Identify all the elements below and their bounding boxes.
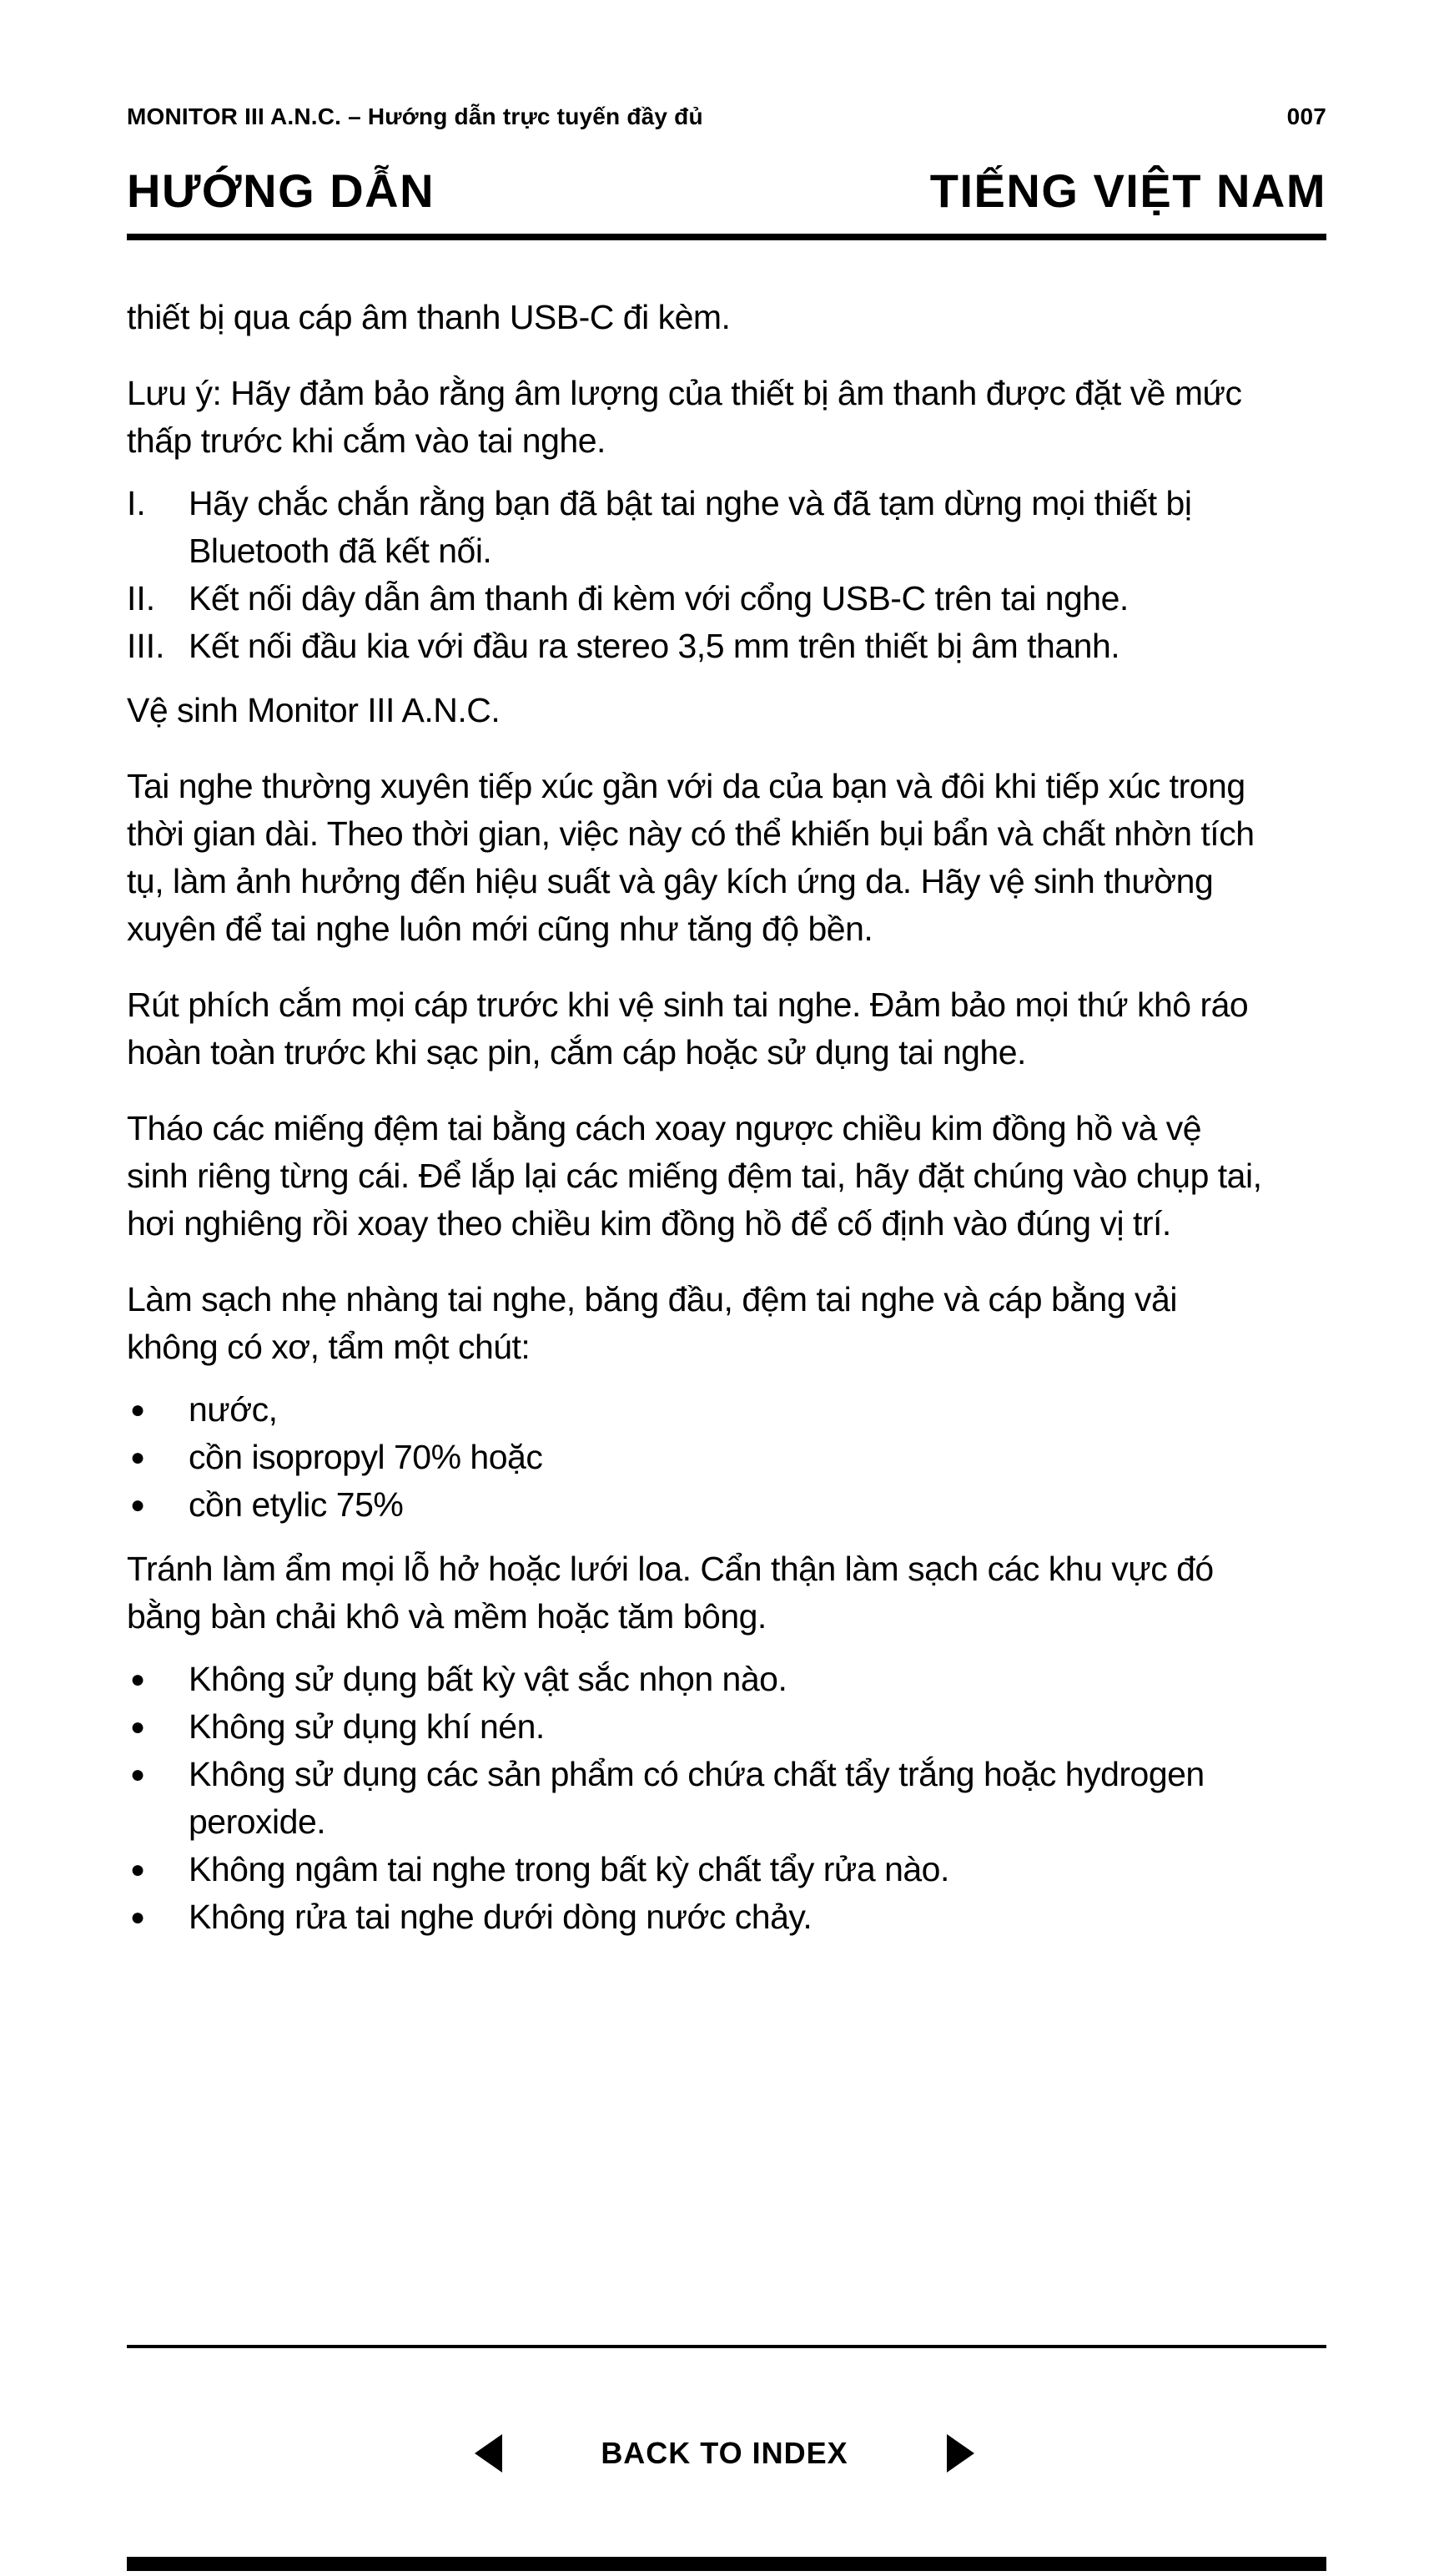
list-item — [127, 480, 1326, 575]
list-item — [127, 575, 1326, 623]
text-line: Kết nối dây dẫn âm thanh đi kèm với cổng USB-C trên tai nghe. — [189, 579, 1129, 618]
text-line: không có xơ, tẩm một chút: — [127, 1328, 531, 1366]
paragraph — [127, 687, 1326, 734]
list-item — [127, 1893, 1326, 1941]
body-content — [127, 294, 1326, 1958]
text-line: Tai nghe thường xuyên tiếp xúc gần với da của bạn và đôi khi tiếp xúc trong — [127, 767, 1245, 805]
bullet-marker-icon: ● — [130, 1856, 146, 1883]
text-line: cồn etylic 75% — [189, 1485, 404, 1524]
text-line: tụ, làm ảnh hưởng đến hiệu suất và gây kích ứng da. Hãy vệ sinh thường — [127, 862, 1214, 900]
text-line: Kết nối đầu kia với đầu ra stereo 3,5 mm trên thiết bị âm thanh. — [189, 627, 1120, 665]
paragraph — [127, 370, 1326, 465]
page-title: HƯỚNG DẪN — [127, 164, 435, 217]
bullet-marker-icon: ● — [130, 1761, 146, 1788]
text-line: cồn isopropyl 70% hoặc — [189, 1438, 543, 1476]
footer-nav — [0, 2433, 1449, 2473]
bullet-marker-icon: ● — [130, 1491, 146, 1519]
list-item — [127, 1481, 1326, 1529]
paragraph — [127, 763, 1326, 953]
list-item-text — [189, 1893, 1326, 1941]
roman-numeral-marker: I. — [127, 484, 146, 522]
text-line: Không ngâm tai nghe trong bất kỳ chất tẩy rửa nào. — [189, 1850, 949, 1888]
list-item-text — [189, 1434, 1326, 1481]
numbered-list — [127, 480, 1326, 670]
previous-page-arrow-icon[interactable] — [475, 2434, 502, 2473]
page-header — [127, 102, 1326, 132]
footer-divider-rule — [127, 2345, 1326, 2348]
back-to-index-link[interactable]: BACK TO INDEX — [601, 2436, 848, 2470]
text-line: Tránh làm ẩm mọi lỗ hở hoặc lưới loa. Cẩn thận làm sạch các khu vực đó — [127, 1550, 1214, 1588]
next-page-arrow-icon[interactable] — [947, 2434, 974, 2473]
list-item — [127, 1703, 1326, 1751]
list-item — [127, 1751, 1326, 1846]
text-line: bằng bàn chải khô và mềm hoặc tăm bông. — [127, 1597, 767, 1636]
bullet-marker-icon: ● — [130, 1713, 146, 1741]
header-breadcrumb: MONITOR III A.N.C. – Hướng dẫn trực tuyến đầy đủ — [127, 103, 703, 129]
paragraph — [127, 981, 1326, 1076]
text-line: Vệ sinh Monitor III A.N.C. — [127, 691, 501, 729]
list-item-text — [189, 1386, 1326, 1434]
paragraph — [127, 1545, 1326, 1641]
list-item-text — [189, 1656, 1326, 1703]
list-item — [127, 1386, 1326, 1434]
list-item-text — [189, 575, 1326, 623]
list-item-text — [189, 1481, 1326, 1529]
text-line: Không sử dụng bất kỳ vật sắc nhọn nào. — [189, 1660, 787, 1698]
text-line: sinh riêng từng cái. Để lắp lại các miếng đệm tai, hãy đặt chúng vào chụp tai, — [127, 1157, 1262, 1195]
bullet-list — [127, 1386, 1326, 1529]
text-line: Tháo các miếng đệm tai bằng cách xoay ngược chiều kim đồng hồ và vệ — [127, 1109, 1202, 1147]
paragraph — [127, 1276, 1326, 1371]
text-line: Không sử dụng khí nén. — [189, 1707, 545, 1746]
text-line: Rút phích cắm mọi cáp trước khi vệ sinh tai nghe. Đảm bảo mọi thứ khô ráo — [127, 986, 1249, 1024]
list-item-text — [189, 623, 1326, 670]
text-line: peroxide. — [189, 1802, 326, 1841]
text-line: hơi nghiêng rồi xoay theo chiều kim đồng hồ để cố định vào đúng vị trí. — [127, 1204, 1171, 1243]
roman-numeral-marker: II. — [127, 579, 156, 618]
paragraph — [127, 1105, 1326, 1248]
bullet-marker-icon: ● — [130, 1396, 146, 1424]
page-number: 007 — [1286, 103, 1326, 129]
text-line: Hãy chắc chắn rằng bạn đã bật tai nghe và đã tạm dừng mọi thiết bị — [189, 484, 1192, 522]
text-line: nước, — [189, 1390, 278, 1429]
text-line: thấp trước khi cắm vào tai nghe. — [127, 421, 606, 460]
text-line: Lưu ý: Hãy đảm bảo rằng âm lượng của thiết bị âm thanh được đặt về mức — [127, 374, 1242, 412]
paragraph — [127, 294, 1326, 341]
bullet-list — [127, 1656, 1326, 1941]
list-item-text — [189, 1703, 1326, 1751]
text-line: Không sử dụng các sản phẩm có chứa chất tẩy trắng hoặc hydrogen — [189, 1755, 1205, 1793]
bullet-marker-icon: ● — [130, 1444, 146, 1471]
text-line: thiết bị qua cáp âm thanh USB-C đi kèm. — [127, 298, 731, 336]
page-bottom-bar — [127, 2557, 1326, 2571]
text-line: xuyên để tai nghe luôn mới cũng như tăng độ bền. — [127, 910, 873, 948]
text-line: Không rửa tai nghe dưới dòng nước chảy. — [189, 1898, 813, 1936]
bullet-marker-icon: ● — [130, 1903, 146, 1931]
text-line: thời gian dài. Theo thời gian, việc này có thể khiến bụi bẩn và chất nhờn tích — [127, 814, 1255, 853]
list-item — [127, 623, 1326, 670]
list-item — [127, 1846, 1326, 1893]
list-item — [127, 1434, 1326, 1481]
text-line: Làm sạch nhẹ nhàng tai nghe, băng đầu, đệm tai nghe và cáp bằng vải — [127, 1280, 1177, 1318]
language-title: TIẾNG VIỆT NAM — [929, 164, 1326, 217]
list-item — [127, 1656, 1326, 1703]
list-item-text — [189, 1846, 1326, 1893]
list-item-text — [189, 480, 1326, 575]
title-row — [127, 164, 1326, 219]
text-line: hoàn toàn trước khi sạc pin, cắm cáp hoặc sử dụng tai nghe. — [127, 1033, 1026, 1071]
title-divider-rule — [127, 234, 1326, 240]
bullet-marker-icon: ● — [130, 1666, 146, 1693]
list-item-text — [189, 1751, 1326, 1846]
text-line: Bluetooth đã kết nối. — [189, 532, 492, 570]
roman-numeral-marker: III. — [127, 627, 165, 665]
